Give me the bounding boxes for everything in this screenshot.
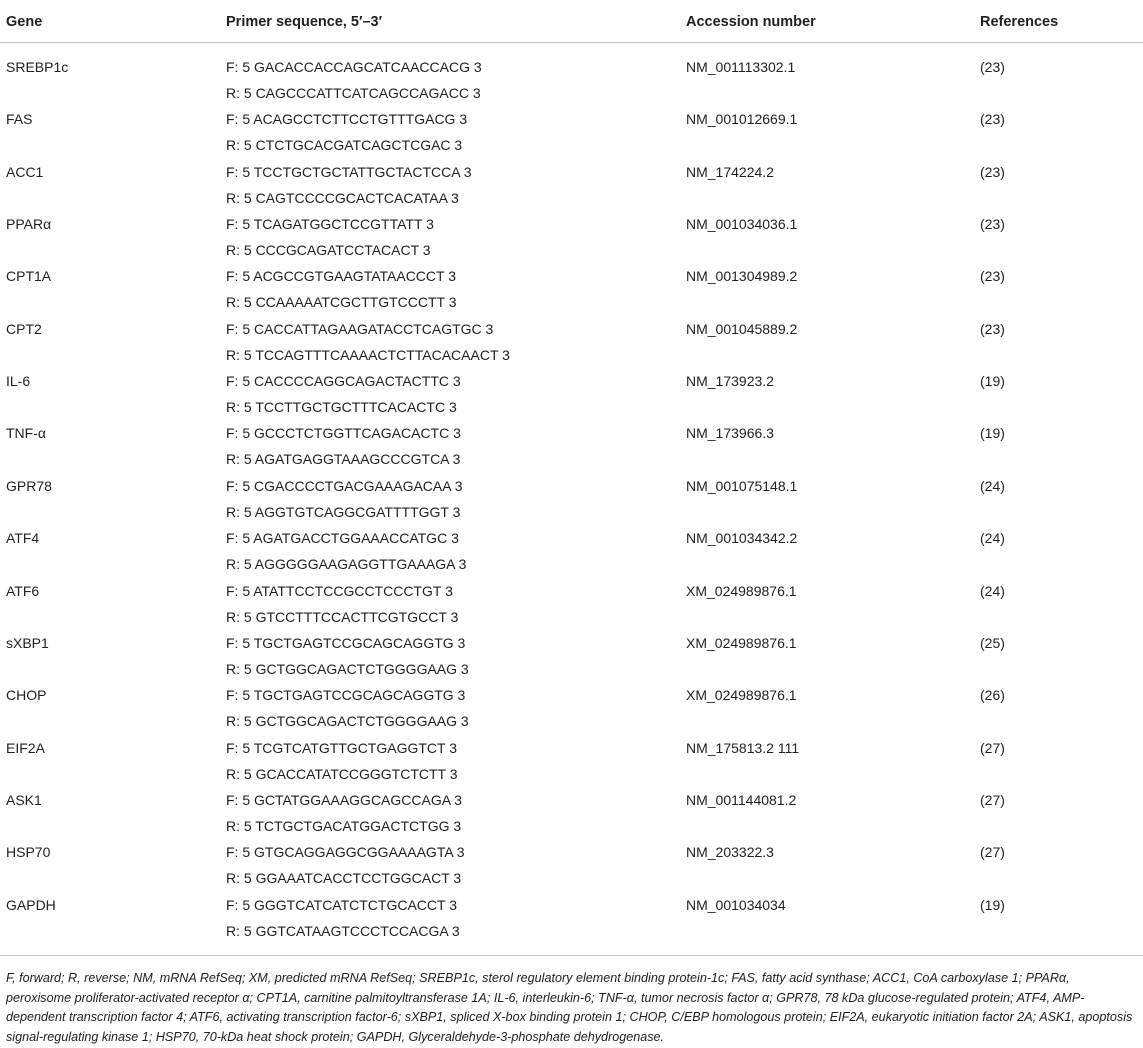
table-row (0, 108, 1143, 160)
reference-cell: (23) (980, 268, 1005, 285)
reverse-primer-cell: R: 5 GCTGGCAGACTCTGGGGAAG 3 (226, 660, 469, 677)
table-row (0, 632, 1143, 684)
reverse-primer-cell: R: 5 AGGTGTCAGGCGATTTTGGT 3 (226, 503, 461, 520)
reverse-primer-cell: R: 5 GTCCTTTCCACTTCGTGCCT 3 (226, 608, 459, 625)
table-row (0, 789, 1143, 841)
accession-cell: NM_001034036.1 (686, 216, 798, 233)
gene-cell: TNF-α (6, 425, 46, 442)
table-row (0, 213, 1143, 265)
accession-cell: NM_175813.2 111 (686, 739, 800, 756)
table-row (0, 894, 1143, 946)
reverse-primer-cell: R: 5 GCACCATATCCGGGTCTCTT 3 (226, 765, 458, 782)
reverse-primer-cell: R: 5 GGAAATCACCTCCTGGCACT 3 (226, 870, 462, 887)
table-row (0, 475, 1143, 527)
reverse-primer-cell: R: 5 CCAAAAATCGCTTGTCCCTT 3 (226, 294, 457, 311)
table-row (0, 265, 1143, 317)
reverse-primer-cell: R: 5 CAGCCCATTCATCAGCCAGACC 3 (226, 85, 481, 101)
reverse-primer-cell: R: 5 CTCTGCACGATCAGCTCGAC 3 (226, 137, 463, 154)
forward-primer-cell: F: 5 ATATTCCTCCGCCTCCCTGT 3 (226, 582, 453, 599)
reference-cell: (24) (980, 582, 1005, 599)
table-row (0, 56, 1143, 108)
accession-cell: NM_203322.3 (686, 844, 774, 861)
header-gene: Gene (6, 14, 43, 30)
accession-cell: NM_001012669.1 (686, 111, 798, 128)
gene-cell: CPT2 (6, 320, 42, 337)
reference-cell: (19) (980, 373, 1005, 390)
accession-cell: NM_001045889.2 (686, 320, 798, 337)
reference-cell: (19) (980, 896, 1005, 913)
accession-cell: XM_024989876.1 (686, 582, 797, 599)
header-divider (0, 42, 1143, 43)
reverse-primer-cell: R: 5 GGTCATAAGTCCCTCCACGA 3 (226, 922, 460, 939)
table-bottom-rule (0, 955, 1143, 956)
table-row (0, 422, 1143, 474)
gene-cell: CPT1A (6, 268, 52, 285)
accession-cell: NM_174224.2 (686, 163, 774, 180)
table-row (0, 737, 1143, 789)
gene-cell: EIF2A (6, 739, 45, 756)
accession-cell: NM_001034034 (686, 896, 786, 913)
accession-cell: NM_001144081.2 (686, 791, 797, 808)
reverse-primer-cell: R: 5 CCCGCAGATCCTACACT 3 (226, 242, 431, 259)
gene-cell: FAS (6, 111, 33, 128)
forward-primer-cell: F: 5 AGATGACCTGGAAACCATGC 3 (226, 530, 459, 547)
forward-primer-cell: F: 5 TCGTCATGTTGCTGAGGTCT 3 (226, 739, 458, 756)
gene-cell: ATF4 (6, 530, 40, 547)
reverse-primer-cell: R: 5 AGATGAGGTAAAGCCCGTCA 3 (226, 451, 461, 468)
header-references: References (980, 14, 1059, 30)
reference-cell: (24) (980, 477, 1005, 494)
reverse-primer-cell: R: 5 TCTGCTGACATGGACTCTGG 3 (226, 817, 462, 834)
forward-primer-cell: F: 5 TGCTGAGTCCGCAGCAGGTG 3 (226, 687, 466, 704)
forward-primer-cell: F: 5 ACAGCCTCTTCCTGTTTGACG 3 (226, 111, 468, 128)
gene-cell: GAPDH (6, 896, 56, 913)
table-row (0, 841, 1143, 893)
accession-cell: NM_173923.2 (686, 373, 774, 390)
table-footnote: F, forward; R, reverse; NM, mRNA RefSeq; XM, predicted mRNA RefSeq; SREBP1c, sterol regulatory element binding protein-1c; FAS, fatty acid synthase; ACC1, CoA carboxylase 1; PPARα, peroxisome proliferator-activated receptor α; CPT1A, carnitine palmitoyltransferase 1A; IL-6, interleukin-6; TNF-α, tumor necrosis factor α; GPR78, 78 kDa glucose-regulated protein; ATF4, AMP-dependent transcription factor 4; ATF6, activating transcription factor-6; sXBP1, spliced X-box binding protein 1; CHOP, C/EBP homologous protein; EIF2A, eukaryotic initiation factor 2A; ASK1, apoptosis signal-regulating kinase 1; HSP70, 70-kDa heat shock protein; GAPDH, Glyceraldehyde-3-phosphate dehydrogenase. (6, 971, 1133, 1045)
header-accession-number: Accession number (686, 14, 816, 30)
forward-primer-cell: F: 5 GTGCAGGAGGCGGAAAAGTA 3 (226, 844, 465, 861)
table-header (0, 0, 1143, 44)
table-row (0, 370, 1143, 422)
accession-cell: NM_001113302.1 (686, 59, 796, 75)
table-row (0, 161, 1143, 213)
table-row (0, 527, 1143, 579)
reverse-primer-cell: R: 5 GCTGGCAGACTCTGGGGAAG 3 (226, 713, 469, 730)
forward-primer-cell: F: 5 GACACCACCAGCATCAACCACG 3 (226, 59, 482, 75)
table-row (0, 318, 1143, 370)
gene-cell: GPR78 (6, 477, 52, 494)
forward-primer-cell: F: 5 TCCTGCTGCTATTGCTACTCCA 3 (226, 163, 472, 180)
reference-cell: (27) (980, 791, 1005, 808)
forward-primer-cell: F: 5 TCAGATGGCTCCGTTATT 3 (226, 216, 434, 233)
forward-primer-cell: F: 5 GGGTCATCATCTCTGCACCT 3 (226, 896, 458, 913)
reference-cell: (27) (980, 739, 1005, 756)
gene-cell: ACC1 (6, 163, 44, 180)
gene-cell: CHOP (6, 687, 47, 704)
forward-primer-cell: F: 5 GCCCTCTGGTTCAGACACTC 3 (226, 425, 461, 442)
forward-primer-cell: F: 5 CACCATTAGAAGATACCTCAGTGC 3 (226, 320, 494, 337)
forward-primer-cell: F: 5 CACCCCAGGCAGACTACTTC 3 (226, 373, 461, 390)
table-row (0, 684, 1143, 736)
accession-cell: NM_001304989.2 (686, 268, 798, 285)
gene-cell: ATF6 (6, 582, 40, 599)
forward-primer-cell: F: 5 GCTATGGAAAGGCAGCCAGA 3 (226, 791, 462, 808)
reference-cell: (26) (980, 687, 1005, 704)
reference-cell: (27) (980, 844, 1005, 861)
reference-cell: (23) (980, 216, 1005, 233)
accession-cell: XM_024989876.1 (686, 634, 797, 651)
accession-cell: NM_001034342.2 (686, 530, 798, 547)
header-primer-sequence: Primer sequence, 5′–3′ (226, 14, 383, 30)
forward-primer-cell: F: 5 ACGCCGTGAAGTATAACCCT 3 (226, 268, 456, 285)
table-row (0, 580, 1143, 632)
reverse-primer-cell: R: 5 AGGGGGAAGAGGTTGAAAGA 3 (226, 556, 467, 573)
accession-cell: XM_024989876.1 (686, 687, 797, 704)
accession-cell: NM_001075148.1 (686, 477, 798, 494)
forward-primer-cell: F: 5 CGACCCCTGACGAAAGACAA 3 (226, 477, 463, 494)
gene-cell: SREBP1c (6, 59, 69, 75)
gene-cell: IL-6 (6, 373, 31, 390)
reference-cell: (23) (980, 320, 1005, 337)
reverse-primer-cell: R: 5 TCCAGTTTCAAAACTCTTACACAACT 3 (226, 346, 510, 363)
forward-primer-cell: F: 5 TGCTGAGTCCGCAGCAGGTG 3 (226, 634, 466, 651)
gene-cell: ASK1 (6, 791, 42, 808)
gene-cell: HSP70 (6, 844, 51, 861)
reference-cell: (23) (980, 111, 1005, 128)
reverse-primer-cell: R: 5 CAGTCCCCGCACTCACATAA 3 (226, 189, 459, 206)
accession-cell: NM_173966.3 (686, 425, 774, 442)
gene-cell: sXBP1 (6, 634, 49, 651)
reverse-primer-cell: R: 5 TCCTTGCTGCTTTCACACTC 3 (226, 399, 457, 416)
gene-cell: PPARα (6, 216, 52, 233)
reference-cell: (25) (980, 634, 1005, 651)
reference-cell: (23) (980, 59, 1005, 75)
reference-cell: (19) (980, 425, 1005, 442)
reference-cell: (23) (980, 163, 1005, 180)
reference-cell: (24) (980, 530, 1005, 547)
